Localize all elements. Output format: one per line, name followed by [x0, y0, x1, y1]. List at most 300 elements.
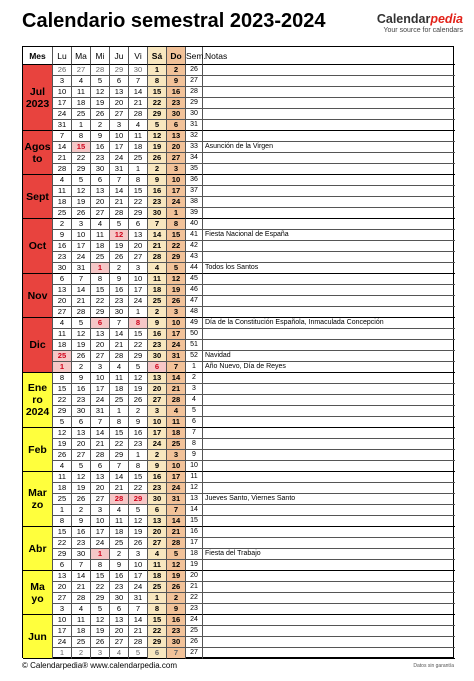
- day-cell: 12: [148, 131, 167, 142]
- month-label: Jun: [23, 615, 53, 659]
- day-cell: 23: [167, 626, 186, 637]
- week-number: 48: [186, 307, 203, 318]
- day-cell: 24: [91, 538, 110, 549]
- day-cell: 19: [53, 439, 72, 450]
- day-cell: 4: [167, 406, 186, 417]
- note-cell: Día de la Constitución Española, Inmaculada Concepción: [203, 318, 455, 329]
- day-cell: 3: [53, 76, 72, 87]
- day-cell: 18: [110, 384, 129, 395]
- day-cell: 9: [72, 373, 91, 384]
- day-cell: 26: [129, 395, 148, 406]
- day-cell: 19: [72, 340, 91, 351]
- note-cell: Fiesta Nacional de España: [203, 230, 455, 241]
- week-number: 49: [186, 318, 203, 329]
- day-cell: 13: [91, 472, 110, 483]
- day-cell: 5: [72, 461, 91, 472]
- day-cell: 25: [110, 395, 129, 406]
- day-cell: 2: [148, 307, 167, 318]
- day-cell: 29: [110, 450, 129, 461]
- day-cell: 31: [129, 593, 148, 604]
- day-cell: 12: [53, 428, 72, 439]
- week-number: 51: [186, 340, 203, 351]
- note-cell: [203, 241, 455, 252]
- note-cell: Todos los Santos: [203, 263, 455, 274]
- day-cell: 27: [148, 538, 167, 549]
- day-cell: 17: [53, 626, 72, 637]
- day-cell: 1: [129, 450, 148, 461]
- day-cell: 17: [167, 329, 186, 340]
- day-cell: 15: [129, 329, 148, 340]
- day-cell: 23: [110, 296, 129, 307]
- day-cell: 5: [91, 604, 110, 615]
- day-cell: 26: [167, 582, 186, 593]
- week-number: 6: [186, 417, 203, 428]
- day-cell: 20: [148, 384, 167, 395]
- day-cell: 4: [53, 318, 72, 329]
- day-cell: 14: [167, 516, 186, 527]
- page-title: Calendario semestral 2023-2024: [22, 10, 326, 32]
- day-cell: 16: [72, 527, 91, 538]
- week-number: 10: [186, 461, 203, 472]
- day-cell: 9: [167, 604, 186, 615]
- day-cell: 21: [110, 483, 129, 494]
- note-cell: [203, 615, 455, 626]
- day-cell: 8: [148, 604, 167, 615]
- week-number: 12: [186, 483, 203, 494]
- day-cell: 1: [148, 593, 167, 604]
- header-day-5: Vi: [129, 47, 148, 65]
- day-cell: 14: [110, 186, 129, 197]
- day-cell: 11: [129, 131, 148, 142]
- day-cell: 3: [129, 263, 148, 274]
- day-cell: 7: [72, 274, 91, 285]
- day-cell: 14: [53, 142, 72, 153]
- note-cell: [203, 593, 455, 604]
- day-cell: 9: [53, 230, 72, 241]
- note-cell: [203, 373, 455, 384]
- day-cell: 4: [129, 120, 148, 131]
- day-cell: 2: [148, 164, 167, 175]
- week-number: 18: [186, 549, 203, 560]
- day-cell: 16: [148, 186, 167, 197]
- day-cell: 18: [53, 483, 72, 494]
- day-cell: 4: [110, 505, 129, 516]
- day-cell: 16: [129, 428, 148, 439]
- day-cell: 1: [53, 362, 72, 373]
- day-cell: 29: [148, 637, 167, 648]
- day-cell: 27: [110, 637, 129, 648]
- day-cell: 18: [53, 197, 72, 208]
- note-cell: [203, 164, 455, 175]
- note-cell: Año Nuevo, Día de Reyes: [203, 362, 455, 373]
- week-number: 25: [186, 626, 203, 637]
- day-cell: 7: [167, 362, 186, 373]
- note-cell: Navidad: [203, 351, 455, 362]
- day-cell: 6: [148, 648, 167, 659]
- day-cell: 23: [110, 582, 129, 593]
- day-cell: 22: [167, 241, 186, 252]
- day-cell: 24: [167, 483, 186, 494]
- week-number: 44: [186, 263, 203, 274]
- day-cell: 27: [148, 395, 167, 406]
- note-cell: [203, 582, 455, 593]
- day-cell: 1: [148, 65, 167, 76]
- note-cell: [203, 197, 455, 208]
- note-cell: [203, 65, 455, 76]
- header-day-4: Ju: [110, 47, 129, 65]
- day-cell: 29: [53, 406, 72, 417]
- day-cell: 8: [91, 560, 110, 571]
- day-cell: 1: [110, 406, 129, 417]
- day-cell: 1: [129, 307, 148, 318]
- day-cell: 8: [53, 373, 72, 384]
- day-cell: 25: [167, 439, 186, 450]
- month-label: Oct: [23, 219, 53, 274]
- day-cell: 5: [167, 263, 186, 274]
- header-day-3: Mi: [91, 47, 110, 65]
- day-cell: 27: [72, 65, 91, 76]
- day-cell: 29: [91, 307, 110, 318]
- day-cell: 24: [91, 395, 110, 406]
- day-cell: 18: [72, 626, 91, 637]
- day-cell: 2: [72, 505, 91, 516]
- day-cell: 25: [53, 494, 72, 505]
- day-cell: 7: [129, 76, 148, 87]
- day-cell: 4: [53, 461, 72, 472]
- day-cell: 6: [91, 461, 110, 472]
- header-day-1: Lu: [53, 47, 72, 65]
- day-cell: 6: [148, 505, 167, 516]
- day-cell: 14: [167, 373, 186, 384]
- week-number: 26: [186, 637, 203, 648]
- note-cell: [203, 406, 455, 417]
- day-cell: 7: [110, 175, 129, 186]
- week-number: 36: [186, 175, 203, 186]
- day-cell: 22: [53, 395, 72, 406]
- day-cell: 28: [53, 164, 72, 175]
- day-cell: 3: [72, 219, 91, 230]
- logo-tagline: Your source for calendars: [383, 27, 463, 34]
- day-cell: 28: [110, 208, 129, 219]
- day-cell: 8: [167, 219, 186, 230]
- day-cell: 16: [148, 329, 167, 340]
- day-cell: 25: [53, 351, 72, 362]
- day-cell: 11: [91, 230, 110, 241]
- day-cell: 26: [91, 109, 110, 120]
- note-cell: [203, 329, 455, 340]
- day-cell: 18: [129, 142, 148, 153]
- week-number: 26: [186, 65, 203, 76]
- day-cell: 7: [91, 417, 110, 428]
- day-cell: 15: [91, 571, 110, 582]
- day-cell: 13: [148, 516, 167, 527]
- note-cell: [203, 384, 455, 395]
- day-cell: 23: [91, 153, 110, 164]
- day-cell: 6: [110, 604, 129, 615]
- day-cell: 2: [167, 593, 186, 604]
- day-cell: 17: [72, 241, 91, 252]
- day-cell: 22: [53, 538, 72, 549]
- day-cell: 26: [53, 65, 72, 76]
- day-cell: 2: [167, 65, 186, 76]
- week-number: 38: [186, 197, 203, 208]
- week-number: 1: [186, 362, 203, 373]
- day-cell: 23: [72, 538, 91, 549]
- day-cell: 22: [110, 439, 129, 450]
- day-cell: 14: [148, 230, 167, 241]
- week-number: 40: [186, 219, 203, 230]
- day-cell: 22: [91, 582, 110, 593]
- day-cell: 15: [129, 186, 148, 197]
- day-cell: 7: [110, 461, 129, 472]
- day-cell: 11: [148, 274, 167, 285]
- day-cell: 8: [53, 516, 72, 527]
- day-cell: 31: [91, 406, 110, 417]
- note-cell: [203, 417, 455, 428]
- note-cell: Fiesta del Trabajo: [203, 549, 455, 560]
- day-cell: 26: [148, 153, 167, 164]
- day-cell: 3: [167, 450, 186, 461]
- day-cell: 31: [167, 494, 186, 505]
- day-cell: 5: [72, 318, 91, 329]
- day-cell: 21: [148, 241, 167, 252]
- day-cell: 9: [129, 417, 148, 428]
- day-cell: 20: [110, 626, 129, 637]
- day-cell: 17: [167, 186, 186, 197]
- day-cell: 11: [110, 373, 129, 384]
- day-cell: 16: [110, 571, 129, 582]
- day-cell: 26: [110, 252, 129, 263]
- day-cell: 29: [53, 549, 72, 560]
- footer-copyright: © Calendarpedia® www.calendarpedia.com: [22, 661, 177, 670]
- day-cell: 1: [129, 164, 148, 175]
- day-cell: 10: [110, 131, 129, 142]
- week-number: 28: [186, 87, 203, 98]
- day-cell: 19: [110, 241, 129, 252]
- day-cell: 23: [148, 340, 167, 351]
- footer-disclaimer: Datos sin garantía: [413, 663, 454, 669]
- day-cell: 22: [129, 340, 148, 351]
- day-cell: 1: [53, 505, 72, 516]
- note-cell: [203, 131, 455, 142]
- day-cell: 17: [148, 428, 167, 439]
- day-cell: 4: [148, 549, 167, 560]
- day-cell: 27: [91, 351, 110, 362]
- week-number: 11: [186, 472, 203, 483]
- day-cell: 17: [129, 571, 148, 582]
- day-cell: 20: [72, 439, 91, 450]
- week-number: 43: [186, 252, 203, 263]
- day-cell: 12: [167, 274, 186, 285]
- note-cell: [203, 604, 455, 615]
- day-cell: 11: [72, 87, 91, 98]
- day-cell: 20: [53, 582, 72, 593]
- day-cell: 8: [91, 274, 110, 285]
- day-cell: 21: [91, 439, 110, 450]
- week-number: 2: [186, 373, 203, 384]
- week-number: 47: [186, 296, 203, 307]
- day-cell: 26: [167, 296, 186, 307]
- day-cell: 13: [53, 285, 72, 296]
- day-cell: 8: [110, 417, 129, 428]
- day-cell: 12: [110, 230, 129, 241]
- month-label: Dic: [23, 318, 53, 373]
- calendar-grid: [22, 46, 454, 658]
- day-cell: 30: [110, 307, 129, 318]
- day-cell: 23: [148, 197, 167, 208]
- day-cell: 20: [91, 340, 110, 351]
- day-cell: 11: [110, 516, 129, 527]
- day-cell: 19: [91, 98, 110, 109]
- day-cell: 4: [110, 648, 129, 659]
- week-number: 46: [186, 285, 203, 296]
- note-cell: [203, 395, 455, 406]
- day-cell: 24: [53, 109, 72, 120]
- day-cell: 14: [110, 472, 129, 483]
- day-cell: 19: [129, 527, 148, 538]
- day-cell: 28: [129, 109, 148, 120]
- week-number: 19: [186, 560, 203, 571]
- day-cell: 6: [72, 417, 91, 428]
- day-cell: 9: [110, 274, 129, 285]
- day-cell: 22: [91, 296, 110, 307]
- day-cell: 6: [53, 560, 72, 571]
- day-cell: 18: [167, 428, 186, 439]
- note-cell: [203, 76, 455, 87]
- day-cell: 24: [129, 296, 148, 307]
- day-cell: 10: [53, 87, 72, 98]
- week-number: 37: [186, 186, 203, 197]
- week-number: 34: [186, 153, 203, 164]
- day-cell: 26: [72, 351, 91, 362]
- header-day-6: Sá: [148, 47, 167, 65]
- day-cell: 26: [72, 494, 91, 505]
- day-cell: 30: [167, 637, 186, 648]
- week-number: 21: [186, 582, 203, 593]
- calendarpedia-logo[interactable]: [377, 12, 463, 34]
- logo-wordmark: Calendarpedia: [376, 12, 463, 26]
- day-cell: 1: [91, 263, 110, 274]
- day-cell: 17: [110, 142, 129, 153]
- day-cell: 13: [129, 230, 148, 241]
- note-cell: [203, 252, 455, 263]
- day-cell: 25: [110, 538, 129, 549]
- day-cell: 23: [129, 439, 148, 450]
- day-cell: 10: [129, 560, 148, 571]
- week-number: 50: [186, 329, 203, 340]
- day-cell: 21: [53, 153, 72, 164]
- month-label: Jul 2023: [23, 65, 53, 131]
- day-cell: 14: [110, 329, 129, 340]
- month-label: Sept: [23, 175, 53, 219]
- week-number: 24: [186, 615, 203, 626]
- month-label: Agos to: [23, 131, 53, 175]
- day-cell: 21: [110, 340, 129, 351]
- day-cell: 6: [91, 175, 110, 186]
- day-cell: 20: [167, 142, 186, 153]
- note-cell: [203, 98, 455, 109]
- day-cell: 7: [53, 131, 72, 142]
- day-cell: 9: [110, 560, 129, 571]
- day-cell: 28: [129, 637, 148, 648]
- day-cell: 27: [129, 252, 148, 263]
- day-cell: 16: [53, 241, 72, 252]
- day-cell: 23: [167, 98, 186, 109]
- day-cell: 2: [53, 219, 72, 230]
- week-number: 27: [186, 76, 203, 87]
- day-cell: 11: [53, 329, 72, 340]
- note-cell: [203, 219, 455, 230]
- day-cell: 5: [72, 175, 91, 186]
- week-number: 33: [186, 142, 203, 153]
- day-cell: 13: [91, 186, 110, 197]
- day-cell: 12: [72, 472, 91, 483]
- week-number: 16: [186, 527, 203, 538]
- day-cell: 5: [129, 505, 148, 516]
- day-cell: 25: [129, 153, 148, 164]
- day-cell: 30: [148, 208, 167, 219]
- day-cell: 28: [91, 65, 110, 76]
- day-cell: 15: [148, 615, 167, 626]
- day-cell: 30: [129, 65, 148, 76]
- day-cell: 15: [53, 384, 72, 395]
- day-cell: 24: [129, 582, 148, 593]
- day-cell: 2: [110, 549, 129, 560]
- day-cell: 21: [129, 626, 148, 637]
- day-cell: 15: [91, 285, 110, 296]
- day-cell: 7: [148, 219, 167, 230]
- note-cell: [203, 527, 455, 538]
- day-cell: 24: [110, 153, 129, 164]
- note-cell: [203, 461, 455, 472]
- day-cell: 19: [129, 384, 148, 395]
- day-cell: 21: [167, 384, 186, 395]
- note-cell: [203, 505, 455, 516]
- day-cell: 22: [129, 483, 148, 494]
- day-cell: 8: [129, 318, 148, 329]
- day-cell: 18: [148, 571, 167, 582]
- week-number: 30: [186, 109, 203, 120]
- day-cell: 20: [110, 98, 129, 109]
- day-cell: 31: [72, 263, 91, 274]
- week-number: 8: [186, 439, 203, 450]
- day-cell: 5: [129, 648, 148, 659]
- day-cell: 9: [148, 461, 167, 472]
- day-cell: 14: [72, 571, 91, 582]
- day-cell: 25: [91, 252, 110, 263]
- day-cell: 21: [72, 296, 91, 307]
- day-cell: 22: [129, 197, 148, 208]
- note-cell: [203, 439, 455, 450]
- day-cell: 15: [110, 428, 129, 439]
- day-cell: 4: [53, 175, 72, 186]
- day-cell: 7: [72, 560, 91, 571]
- day-cell: 29: [129, 351, 148, 362]
- day-cell: 7: [129, 604, 148, 615]
- header-mes: Mes: [23, 47, 53, 65]
- day-cell: 26: [91, 637, 110, 648]
- day-cell: 19: [72, 197, 91, 208]
- day-cell: 8: [129, 175, 148, 186]
- day-cell: 10: [53, 615, 72, 626]
- day-cell: 11: [72, 615, 91, 626]
- day-cell: 24: [148, 439, 167, 450]
- day-cell: 19: [148, 142, 167, 153]
- day-cell: 31: [53, 120, 72, 131]
- note-cell: [203, 208, 455, 219]
- day-cell: 20: [129, 241, 148, 252]
- day-cell: 11: [148, 560, 167, 571]
